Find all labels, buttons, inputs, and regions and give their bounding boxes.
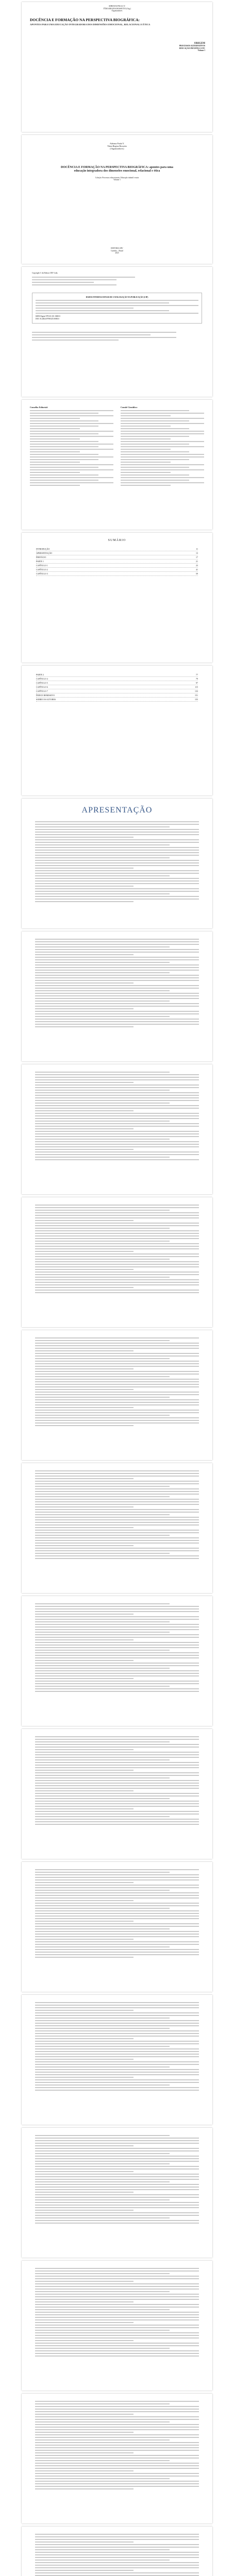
body-page	[22, 1995, 212, 2125]
body-text	[35, 1072, 199, 1160]
cover-side-block	[179, 42, 205, 52]
toc-row[interactable]	[36, 677, 198, 681]
copyright: Copyright © da Editora CRV Ltda.	[32, 272, 58, 274]
toc-row[interactable]	[36, 681, 198, 685]
place: Curitiba – Brasil	[111, 249, 123, 252]
body-page	[22, 1197, 212, 1327]
toc-row[interactable]	[36, 564, 198, 568]
toc-row[interactable]	[36, 673, 198, 677]
body-page	[22, 2394, 212, 2523]
title-volume: Volume 1	[113, 179, 121, 181]
cover-header-line: TÂNIA REGINA ROSSETTO (Org.)	[103, 7, 131, 10]
toc-label: PARTE 1	[36, 560, 44, 563]
toc-row[interactable]	[36, 547, 198, 551]
copyright-text	[32, 277, 135, 285]
year: 2023	[115, 252, 119, 255]
toc-page: 77	[196, 673, 198, 676]
cover-side-line: Volume 1	[197, 49, 205, 52]
cover-title: DOCÊNCIA E FORMAÇÃO NA PERSPECTIVA BIOGRÁFICA:	[30, 17, 140, 22]
toc-label: INTRODUÇÃO	[36, 548, 50, 550]
toc-row[interactable]	[36, 685, 198, 689]
body-text	[35, 2268, 199, 2357]
toc-label: CAPÍTULO 4	[36, 677, 48, 680]
council-left-title: Conselho Editorial:	[30, 406, 48, 409]
body-text	[35, 1603, 199, 1692]
apresentacao-body	[35, 821, 199, 902]
cover-header-line: Organizadores	[111, 10, 123, 12]
body-text	[35, 2534, 199, 2576]
catalog-footer-lines	[32, 332, 176, 341]
summary-list	[36, 547, 198, 576]
toc-label: CAPÍTULO 6	[36, 686, 48, 688]
cover-side-line: PROCESSOS ALTERNATIVOS	[179, 45, 205, 47]
toc-label: CAPÍTULO 1	[36, 564, 48, 567]
body-page	[22, 2128, 212, 2258]
toc-row[interactable]	[36, 698, 198, 702]
body-text	[35, 1470, 199, 1559]
toc-label: PREFÁCIO	[36, 556, 46, 558]
toc-page: 11	[196, 548, 198, 550]
cover-side-line: EDUCAÇÃO INFANTIL E ETC	[179, 47, 205, 49]
toc-label: SOBRE OS AUTORES	[36, 698, 56, 701]
council-right-list	[121, 410, 204, 486]
doi: DOI 10.24824/978652510000.0	[36, 317, 60, 320]
summary-title: SUMÁRIO	[108, 539, 126, 542]
author-name: Tânia Regina Rossetto	[107, 145, 127, 148]
body-page	[22, 2261, 212, 2391]
isbn: ISBN Digital 978-65-251-0000-0	[36, 315, 61, 318]
body-text	[35, 1736, 199, 1825]
body-text	[35, 2002, 199, 2091]
cover-header	[22, 5, 212, 12]
apresentacao-title: APRESENTAÇÃO	[81, 806, 153, 815]
toc-page: 97	[196, 682, 198, 684]
body-page	[22, 2527, 212, 2576]
toc-page: 23	[196, 564, 198, 567]
summary-page	[22, 533, 212, 663]
body-page	[22, 1330, 212, 1460]
toc-page: 41	[196, 568, 198, 571]
body-text	[35, 2135, 199, 2224]
toc-row[interactable]	[36, 572, 198, 576]
apresentacao-page	[22, 799, 212, 928]
catalog-card	[32, 293, 202, 324]
toc-label: CAPÍTULO 3	[36, 572, 48, 575]
toc-row[interactable]	[36, 689, 198, 693]
author-role: (Organizadores)	[110, 147, 124, 150]
toc-page: 79	[196, 677, 198, 680]
toc-label: PARTE 2	[36, 673, 44, 676]
cover-page	[22, 2, 212, 132]
body-page	[22, 1064, 212, 1194]
cover-side-label: ORIGEM	[194, 42, 205, 45]
toc-page: 151	[195, 694, 198, 697]
body-text	[35, 1337, 199, 1426]
title-authors	[22, 142, 212, 150]
title-imprint	[22, 247, 212, 255]
toc-label: CAPÍTULO 7	[36, 690, 48, 692]
toc-page: 17	[196, 556, 198, 558]
toc-label: CAPÍTULO 5	[36, 682, 48, 684]
council-left-list	[30, 410, 113, 486]
toc-page: 59	[196, 572, 198, 575]
toc-page: 155	[195, 698, 198, 701]
title-text: DOCÊNCIA E FORMAÇÃO NA PERSPECTIVA BIOGRÁFICA: apontes para uma educação integradora dos dimensões emocional, relacional e ética	[61, 165, 173, 173]
summary-list-2	[36, 673, 198, 702]
toc-row[interactable]	[36, 560, 198, 564]
body-text	[35, 2401, 199, 2489]
toc-label: APRESENTAÇÃO	[36, 552, 53, 554]
body-page	[22, 931, 212, 1061]
body-page	[22, 1729, 212, 1859]
toc-label: CAPÍTULO 2	[36, 568, 48, 571]
toc-page: 13	[196, 552, 198, 554]
council-right-title: Comitê Científico:	[121, 406, 138, 409]
toc-row[interactable]	[36, 693, 198, 698]
toc-row[interactable]	[36, 555, 198, 560]
council-page	[22, 400, 212, 530]
toc-page: 21	[196, 560, 198, 563]
body-page	[22, 1596, 212, 1726]
body-text	[35, 1205, 199, 1293]
toc-page: 133	[195, 690, 198, 692]
title-page	[22, 135, 212, 264]
publisher: EDITORA CRV	[111, 247, 123, 250]
ficha-lines	[36, 300, 198, 314]
cover-header-line: ADRIANA PAULA Y.	[108, 5, 126, 7]
toc-row[interactable]	[36, 568, 198, 572]
toc-page: 115	[195, 686, 198, 688]
toc-row[interactable]	[36, 551, 198, 555]
body-page	[22, 1862, 212, 1992]
summary-page-2	[22, 666, 212, 795]
body-text	[35, 1869, 199, 1958]
cover-subtitle: APONTES PARA UMA EDUCAÇÃO INTEGRADORA DOS DIMENSÕES EMOCIONAL, RELACIONAL E ÉTICA	[30, 23, 151, 26]
catalog-page	[22, 267, 212, 397]
toc-label: ÍNDICE REMISSIVO	[36, 694, 55, 697]
body-text	[35, 939, 199, 1027]
title-collection: Coleção: Processos educacionais, Educação infantil e mais	[95, 176, 139, 179]
author-name: Adriana Paula Y.	[109, 142, 125, 145]
ficha-title: DADOS INTERNACIONAIS DE CATALOGAÇÃO NA PUBLICAÇÃO (CIP)	[86, 296, 148, 298]
body-page	[22, 1463, 212, 1593]
